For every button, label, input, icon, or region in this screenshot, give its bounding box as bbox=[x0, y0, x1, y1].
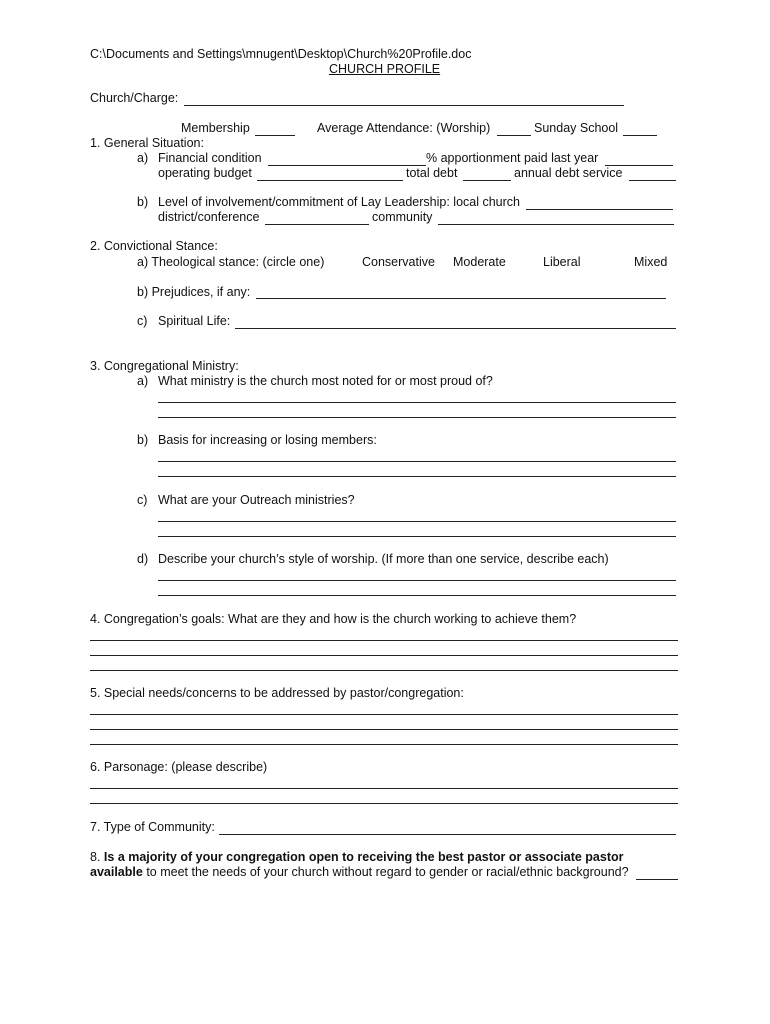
operating-budget-label: operating budget bbox=[158, 166, 252, 180]
financial-condition-label: Financial condition bbox=[158, 151, 262, 165]
s3-c-answer-line[interactable] bbox=[158, 536, 676, 537]
church-charge-field[interactable] bbox=[184, 105, 624, 106]
district-field[interactable] bbox=[265, 224, 369, 225]
s3-c-label: c) bbox=[137, 493, 148, 507]
attendance-field[interactable] bbox=[497, 135, 531, 136]
s3-a-answer-line[interactable] bbox=[158, 417, 676, 418]
s3-b-answer-line[interactable] bbox=[158, 461, 676, 462]
file-path: C:\Documents and Settings\mnugent\Desktop\Church%20Profile.doc bbox=[90, 47, 472, 61]
attendance-label: Average Attendance: (Worship) bbox=[317, 121, 491, 135]
page-title: CHURCH PROFILE bbox=[329, 62, 441, 76]
prejudices-label: b) Prejudices, if any: bbox=[137, 285, 251, 299]
section-3-title: 3. Congregational Ministry: bbox=[90, 359, 239, 373]
s8-bold-text: Is a majority of your congregation open to receiving the best pastor or associate pastor bbox=[103, 850, 624, 864]
s8-bold-available: available bbox=[90, 865, 143, 879]
community-label: community bbox=[372, 210, 433, 224]
section-4-question: 4. Congregation’s goals: What are they and how is the church working to achieve them? bbox=[90, 612, 577, 626]
s3-c-answer-line[interactable] bbox=[158, 521, 676, 522]
lay-leadership-field[interactable] bbox=[526, 209, 673, 210]
membership-label: Membership bbox=[181, 121, 250, 135]
total-debt-label: total debt bbox=[406, 166, 458, 180]
sunday-school-field[interactable] bbox=[623, 135, 657, 136]
option-conservative[interactable]: Conservative bbox=[362, 255, 435, 269]
s8-number: 8. bbox=[90, 850, 101, 864]
s3-a-answer-line[interactable] bbox=[158, 402, 676, 403]
section-8-question-line2 bbox=[90, 865, 629, 880]
church-charge-label: Church/Charge: bbox=[90, 91, 179, 105]
section-5-question: 5. Special needs/concerns to be addressed by pastor/congregation: bbox=[90, 686, 464, 700]
section-7-label: 7. Type of Community: bbox=[90, 820, 215, 834]
s8-rest-text: to meet the needs of your church without regard to gender or racial/ethnic background? bbox=[146, 865, 629, 879]
s1-a-label: a) bbox=[137, 151, 149, 165]
s4-answer-line[interactable] bbox=[90, 640, 678, 641]
theological-stance-label: a) Theological stance: (circle one) bbox=[137, 255, 325, 269]
s3-b-answer-line[interactable] bbox=[158, 476, 676, 477]
option-liberal[interactable]: Liberal bbox=[543, 255, 581, 269]
total-debt-field[interactable] bbox=[463, 180, 511, 181]
annual-debt-field[interactable] bbox=[629, 180, 676, 181]
community-type-field[interactable] bbox=[219, 834, 676, 835]
sunday-school-label: Sunday School bbox=[534, 121, 619, 135]
s3-d-answer-line[interactable] bbox=[158, 580, 676, 581]
section-1-title: 1. General Situation: bbox=[90, 136, 204, 150]
s3-d-question: Describe your church’s style of worship. (If more than one service, describe each) bbox=[158, 552, 609, 566]
financial-condition-field[interactable] bbox=[268, 165, 426, 166]
s5-answer-line[interactable] bbox=[90, 744, 678, 745]
apportionment-label: % apportionment paid last year bbox=[426, 151, 599, 165]
s4-answer-line[interactable] bbox=[90, 670, 678, 671]
operating-budget-field[interactable] bbox=[257, 180, 403, 181]
option-mixed[interactable]: Mixed bbox=[634, 255, 668, 269]
s3-a-question: What ministry is the church most noted for or most proud of? bbox=[158, 374, 493, 388]
s5-answer-line[interactable] bbox=[90, 714, 678, 715]
s3-b-label: b) bbox=[137, 433, 149, 447]
s6-answer-line[interactable] bbox=[90, 803, 678, 804]
lay-leadership-label: Level of involvement/commitment of Lay Leadership: local church bbox=[158, 195, 520, 209]
s3-b-question: Basis for increasing or losing members: bbox=[158, 433, 377, 447]
district-label: district/conference bbox=[158, 210, 260, 224]
section-6-question: 6. Parsonage: (please describe) bbox=[90, 760, 268, 774]
s1-b-label: b) bbox=[137, 195, 149, 209]
prejudices-field[interactable] bbox=[256, 298, 666, 299]
s3-c-question: What are your Outreach ministries? bbox=[158, 493, 355, 507]
s2-c-label: c) bbox=[137, 314, 148, 328]
community-field[interactable] bbox=[438, 224, 674, 225]
s3-a-label: a) bbox=[137, 374, 149, 388]
annual-debt-label: annual debt service bbox=[514, 166, 623, 180]
s3-d-label: d) bbox=[137, 552, 149, 566]
spiritual-life-label: Spiritual Life: bbox=[158, 314, 231, 328]
membership-field[interactable] bbox=[255, 135, 295, 136]
s4-answer-line[interactable] bbox=[90, 655, 678, 656]
s8-answer-field[interactable] bbox=[636, 879, 678, 880]
section-2-title: 2. Convictional Stance: bbox=[90, 239, 218, 253]
spiritual-life-field[interactable] bbox=[235, 328, 676, 329]
s3-d-answer-line[interactable] bbox=[158, 595, 676, 596]
option-moderate[interactable]: Moderate bbox=[453, 255, 506, 269]
s5-answer-line[interactable] bbox=[90, 729, 678, 730]
s6-answer-line[interactable] bbox=[90, 788, 678, 789]
section-8-question-line1 bbox=[90, 850, 623, 865]
